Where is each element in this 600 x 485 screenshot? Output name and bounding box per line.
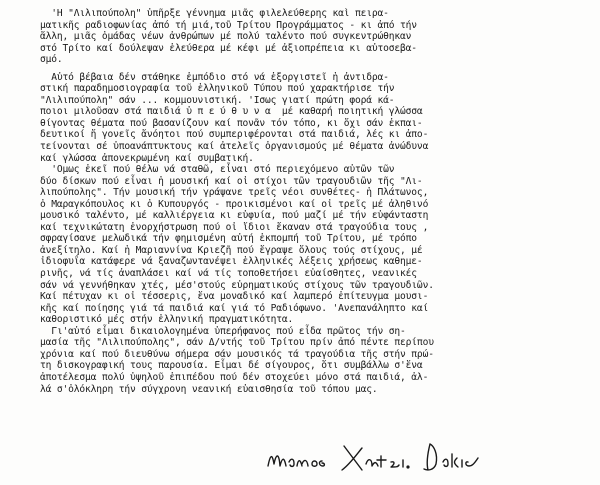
text-line: δευτικοί ἤ γονεῖς ἄνόητοι πού συμπεριφέρονται στά παιδιά, λές κι ἀπο-	[40, 129, 429, 141]
text-line: ποιοι μιλοῦσαν στά παιδιά ὑ π ε ύ θ υ ν α μέ καθαρή ποιητική γλώσσα	[40, 106, 423, 118]
handwritten-signature	[262, 436, 502, 480]
document-body	[40, 8, 580, 395]
text-line: 'Ομως ἐκεῖ πού θέλω νά σταθῶ, εἶναι στό περιεχόμενο αὐτῶν τῶν	[40, 164, 395, 176]
paragraph-4	[40, 326, 580, 395]
text-line: στική παραδημοσιογραφία τοῦ ἑλληνικοῦ Τύπου πού χαρακτήρισε τήν	[40, 83, 395, 95]
text-line: χρόνια καί πού διευθύνω σήμερα σάν μουσικός τά τραγούδια τῆς στήν πρώ-	[40, 348, 434, 360]
text-line: κῆς καί ποίησης γιά τά παιδιά καί γιά τό Ραδιόφωνο. 'Ανεπανάληπτο καί	[40, 302, 429, 314]
text-line: ἀνεξίτηλο. Καί ἡ Μαριαννίνα Κριεζῆ πού ἔγραψε ὅλους τούς στίχους, μέ	[40, 244, 423, 256]
paragraph-1	[40, 8, 580, 66]
text-line: δύο δίσκων πού εἶναι ἡ μουσική καί οἱ στίχοι τῶν τραγουδιῶν τῆς "Λι-	[40, 175, 423, 187]
text-line: ἀποτέλεσμα πολύ ὑψηλοῦ ἐπιπέδου πού δέν στοχεύει μόνο στά παιδιά, ἀλ-	[40, 371, 429, 383]
text-line: στό Τρίτο καί δούλεψαν ἐλεύθερα μέ κέφι μέ ἀξιοπρέπεια κι αὐτοσεβα-	[40, 42, 417, 54]
text-line: ματικῆς ραδιοφωνίας ἀπό τή μιά,τοῦ Τρίτου Προγράμματος - κι ἀπό τήν	[40, 19, 417, 31]
text-line: σάν νά γεννήθηκαν χτές, μέσ'στούς εὐρηματικούς στίχους τῶν τραγουδιῶν.	[40, 279, 434, 291]
text-line: καί γλώσσα ἀπονεκρωμένη καί συμβατική.	[40, 152, 254, 164]
text-line: θίγοντας θέματα πού βασανίζουν καί πονᾶν τόν τόπο, κι ὄχι σάν ἐκπαι-	[40, 117, 423, 129]
text-line: ἰδιοφυΐα κατάφερε νά ξαναζωντανέψει ἑλληνικές λέξεις χρήσεως καθημε-	[40, 256, 423, 268]
text-line: τείνονται σέ ὑποανάπτυκτους καί ἀτελεῖς ὀργανισμούς μέ θέματα ἀνώδυνα	[40, 141, 429, 153]
text-line: καθοριστικό μές στήν ἑλληνική πραγματικότητα.	[40, 314, 294, 326]
paragraph-2	[40, 72, 580, 164]
paragraph-3	[40, 164, 580, 326]
text-line: 'Η "Λιλιπούπολη" ὑπῆρξε γέννημα μιᾶς φιλελεύθερης καὶ πειρα-	[40, 8, 389, 19]
text-line: μουσικό ταλέντο, μέ καλλιέργεια κι εὐφυία, πού μαζί μέ τήν εὐφάνταστη	[40, 210, 429, 222]
text-line: ἄλλη, μιᾶς ὁμάδας νέων ἀνθρώπων μέ πολύ ταλέντο πού συγκεντρώθηκαν	[40, 31, 412, 43]
text-line: "Λιλιπούπολη" σάν ... κομμουνιστική. 'Ισως γιατί πρώτη φορά κά-	[40, 94, 395, 106]
text-line: λά σ'ὁλόκληρη τήν σύγχρονη νεανική εὐαισθησία τοῦ τόπου μας.	[40, 383, 378, 395]
text-line: λιπούπολης". Τήν μουσική τήν γράψανε τρεῖς νέοι συνθέτες- ἡ Πλάτωνος,	[40, 187, 429, 199]
text-line: σφραγίσανε μελωδικά τήν φημισμένη αὐτή ἐκπομπή τοῦ Τρίτου, μέ τρόπο	[40, 233, 417, 245]
text-line: Γι'αὐτό εἶμαι δικαιολογημένα ὑπερήφανος πού εἶδα πρῶτος τήν ση-	[40, 325, 406, 337]
text-line: καί τεχνικώτατη ἐνορχήστρωση πού οἱ ἴδιοι ἔκαναν στά τραγούδια τους ,	[40, 221, 429, 233]
text-line: ὁ Μαραγκόπουλος κι ὁ Κυπουργός - προικισμένοι καί οἱ τρεῖς μέ ἀληθινό	[40, 198, 429, 210]
text-line: μασία τῆς "Λιλιπούπολης", σάν Δ/ντής τοῦ Τρίτου πρίν ἀπό πέντε περίπου	[40, 337, 434, 349]
text-line: Αὐτό βέβαια δέν στάθηκε ἐμπόδιο στό νά ἐξοργιστεῖ ἡ ἀντιδρα-	[40, 71, 389, 83]
text-line: ρινῆς, νά τίς ἀναπλάσει καί νά τίς τοποθετήσει εὐαίσθητες, νεανικές	[40, 268, 417, 280]
text-line: Καί πέτυχαν κι οἱ τέσσερις, ἕνα μοναδικό καί λαμπερό ἐπίτευγμα μουσι-	[40, 291, 429, 303]
text-line: τη δισκογραφική τους παρουσία. Εἶμαι δέ σίγουρος, ὅτι συμβάλλω σ'ἕνα	[40, 360, 423, 372]
text-line: σμό.	[40, 54, 63, 66]
